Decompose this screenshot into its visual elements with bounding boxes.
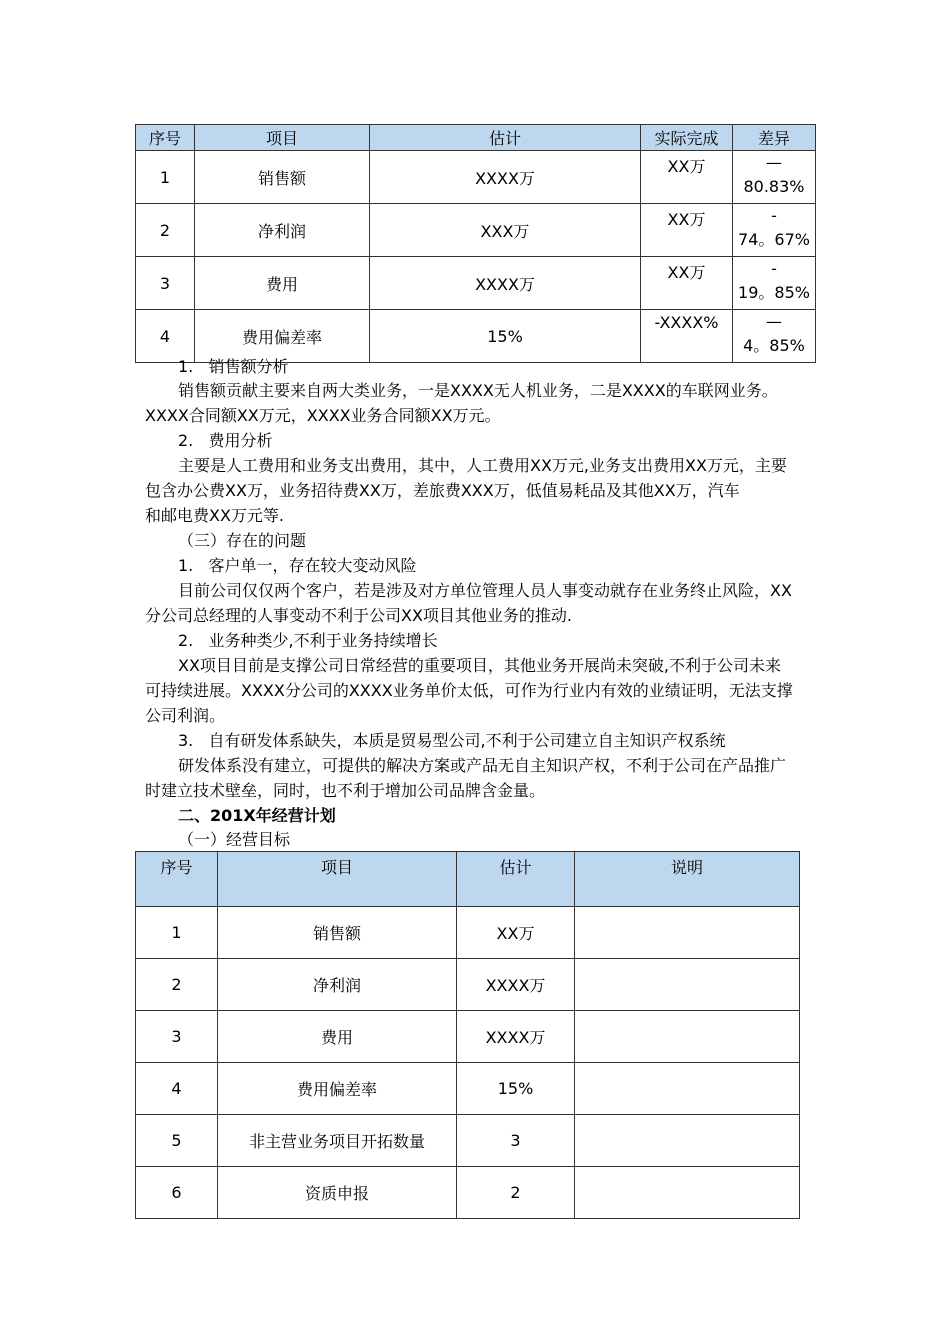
table-row <box>136 151 816 204</box>
header-actual: 实际完成 <box>641 125 733 151</box>
cell-item: 净利润 <box>195 204 370 257</box>
cell-no: 2 <box>136 959 218 1011</box>
diff-line-1: — <box>766 312 782 331</box>
paragraph-line: 分公司总经理的人事变动不利于公司XX项目其他业务的推动. <box>145 606 573 625</box>
cell-diff <box>733 151 816 204</box>
diff-line-2: 80.83% <box>743 177 805 196</box>
diff-line-2: 19。85% <box>738 283 810 302</box>
cell-item: 非主营业务项目开拓数量 <box>218 1115 457 1167</box>
cell-estimate: XXX万 <box>370 204 641 257</box>
paragraph-line: XX项目目前是支撑公司日常经营的重要项目，其他业务开展尚未突破,不利于公司未来 <box>178 656 782 675</box>
header-item: 项目 <box>195 125 370 151</box>
cell-estimate: XXXX万 <box>457 959 575 1011</box>
header-note: 说明 <box>575 852 800 907</box>
cell-note <box>575 1115 800 1167</box>
section-heading: （一）经营目标 <box>178 830 291 849</box>
header-no: 序号 <box>136 852 218 907</box>
table-row <box>136 257 816 310</box>
cell-estimate: 2 <box>457 1167 575 1219</box>
section-heading: 1. 销售额分析 <box>178 357 289 376</box>
cell-item: 销售额 <box>195 151 370 204</box>
cell-item: 费用偏差率 <box>218 1063 457 1115</box>
table-row <box>136 1063 800 1115</box>
diff-line-1: — <box>766 153 782 172</box>
business-targets-table <box>135 851 800 1219</box>
cell-item: 净利润 <box>218 959 457 1011</box>
cell-no: 3 <box>136 1011 218 1063</box>
table-header-row <box>136 125 816 151</box>
paragraph-line: 和邮电费XX万元等. <box>145 506 285 525</box>
cell-estimate: 3 <box>457 1115 575 1167</box>
paragraph-line: XXXX合同额XX万元，XXXX业务合同额XX万元。 <box>145 406 501 425</box>
cell-estimate: XXXX万 <box>457 1011 575 1063</box>
cell-item: 资质申报 <box>218 1167 457 1219</box>
cell-note <box>575 907 800 959</box>
cell-diff <box>733 204 816 257</box>
table-row <box>136 1115 800 1167</box>
paragraph-line: 时建立技术壁垒，同时，也不利于增加公司品牌含金量。 <box>145 781 546 800</box>
table-row <box>136 204 816 257</box>
cell-no: 4 <box>136 1063 218 1115</box>
table-row <box>136 907 800 959</box>
table-row <box>136 959 800 1011</box>
actual-results-table <box>135 124 816 363</box>
paragraph-line: 销售额贡献主要来自两大类业务，一是XXXX无人机业务，二是XXXX的车联网业务。 <box>178 381 778 400</box>
cell-no: 1 <box>136 151 195 204</box>
cell-actual: XX万 <box>641 204 733 257</box>
cell-item: 费用偏差率 <box>195 310 370 363</box>
cell-actual: XX万 <box>641 151 733 204</box>
section-heading: 1. 客户单一，存在较大变动风险 <box>178 556 417 575</box>
cell-item: 费用 <box>218 1011 457 1063</box>
cell-estimate: XXXX万 <box>370 151 641 204</box>
table-row <box>136 1167 800 1219</box>
chapter-heading: 二、201X年经营计划 <box>178 806 336 825</box>
cell-actual: XX万 <box>641 257 733 310</box>
section-heading: 2. 费用分析 <box>178 431 273 450</box>
header-item: 项目 <box>218 852 457 907</box>
header-no: 序号 <box>136 125 195 151</box>
cell-no: 5 <box>136 1115 218 1167</box>
paragraph-line: 主要是人工费用和业务支出费用，其中，人工费用XX万元,业务支出费用XX万元，主要 <box>178 456 787 475</box>
cell-estimate: XXXX万 <box>370 257 641 310</box>
paragraph-line: 研发体系没有建立，可提供的解决方案或产品无自主知识产权，不利于公司在产品推广 <box>178 756 787 775</box>
cell-no: 6 <box>136 1167 218 1219</box>
diff-line-1: - <box>771 259 777 278</box>
cell-estimate: 15% <box>370 310 641 363</box>
cell-item: 销售额 <box>218 907 457 959</box>
paragraph-line: 包含办公费XX万，业务招待费XX万，差旅费XXX万，低值易耗品及其他XX万，汽车 <box>145 481 740 500</box>
header-diff: 差异 <box>733 125 816 151</box>
diff-line-2: 4。85% <box>743 336 805 355</box>
cell-note <box>575 1167 800 1219</box>
table-header-row <box>136 852 800 907</box>
diff-line-1: - <box>771 206 777 225</box>
cell-actual: -XXXX% <box>641 310 733 363</box>
paragraph-line: 目前公司仅仅两个客户，若是涉及对方单位管理人员人事变动就存在业务终止风险，XX <box>178 581 792 600</box>
cell-estimate: XX万 <box>457 907 575 959</box>
cell-note <box>575 1011 800 1063</box>
header-estimate: 估计 <box>457 852 575 907</box>
paragraph-line: 公司利润。 <box>145 706 226 725</box>
cell-estimate: 15% <box>457 1063 575 1115</box>
section-heading: 3. 自有研发体系缺失，本质是贸易型公司,不利于公司建立自主知识产权系统 <box>178 731 726 750</box>
cell-no: 3 <box>136 257 195 310</box>
cell-no: 4 <box>136 310 195 363</box>
paragraph-line: 可持续进展。XXXX分公司的XXXX业务单价太低，可作为行业内有效的业绩证明，无法支撑 <box>145 681 793 700</box>
cell-diff <box>733 257 816 310</box>
cell-note <box>575 959 800 1011</box>
cell-no: 2 <box>136 204 195 257</box>
header-estimate: 估计 <box>370 125 641 151</box>
section-heading: 2. 业务种类少,不利于业务持续增长 <box>178 631 438 650</box>
section-heading: （三）存在的问题 <box>178 531 307 550</box>
table-row <box>136 1011 800 1063</box>
cell-item: 费用 <box>195 257 370 310</box>
cell-no: 1 <box>136 907 218 959</box>
cell-note <box>575 1063 800 1115</box>
diff-line-2: 74。67% <box>738 230 810 249</box>
